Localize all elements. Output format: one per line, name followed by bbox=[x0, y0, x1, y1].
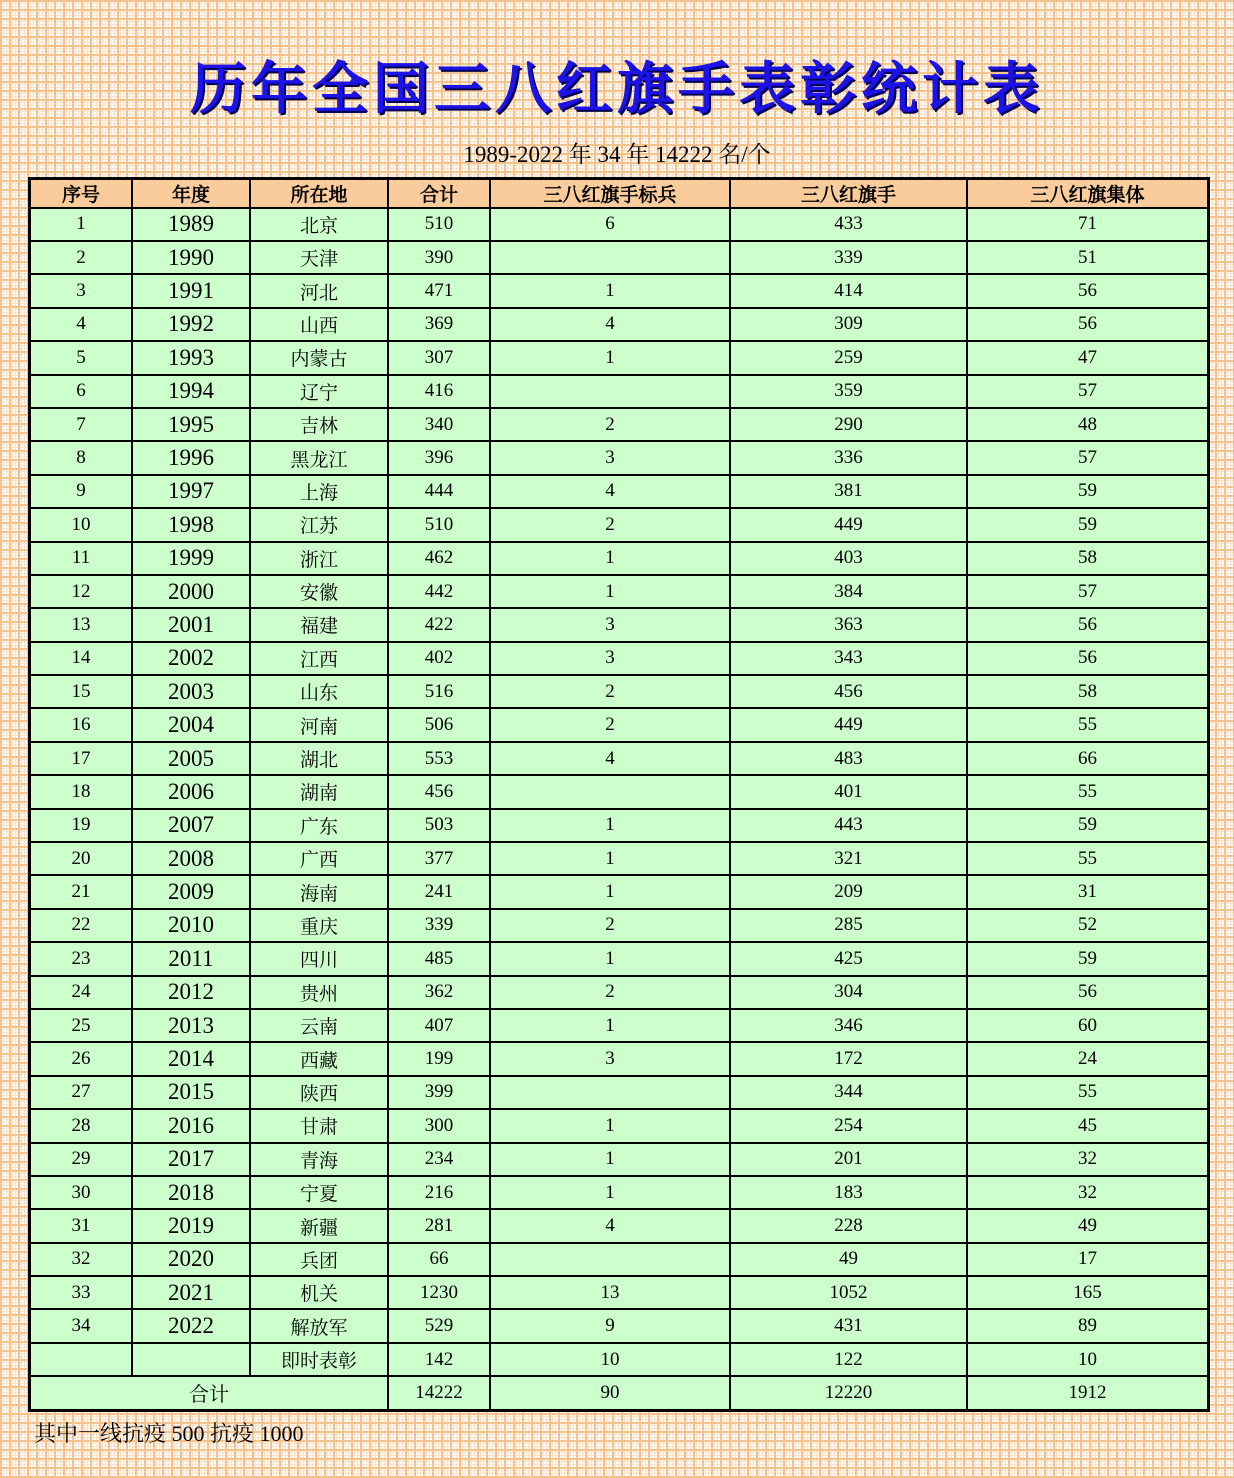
total-row bbox=[30, 1376, 1208, 1409]
cell: 1 bbox=[490, 942, 730, 975]
cell: 422 bbox=[388, 608, 490, 641]
cell: 59 bbox=[967, 942, 1208, 975]
cell: 2017 bbox=[132, 1143, 250, 1176]
cell: 2019 bbox=[132, 1209, 250, 1242]
table-row bbox=[30, 1343, 1208, 1376]
cell: 56 bbox=[967, 976, 1208, 1009]
cell: 340 bbox=[388, 408, 490, 441]
cell: 384 bbox=[730, 575, 967, 608]
cell: 1994 bbox=[132, 375, 250, 408]
cell: 山西 bbox=[250, 308, 388, 341]
cell: 483 bbox=[730, 742, 967, 775]
cell: 346 bbox=[730, 1009, 967, 1042]
cell: 506 bbox=[388, 708, 490, 741]
cell bbox=[490, 1243, 730, 1276]
cell: 56 bbox=[967, 642, 1208, 675]
cell: 31 bbox=[30, 1209, 132, 1242]
table-row bbox=[30, 274, 1208, 307]
cell: 339 bbox=[730, 241, 967, 274]
cell: 青海 bbox=[250, 1143, 388, 1176]
cell: 433 bbox=[730, 208, 967, 241]
cell: 407 bbox=[388, 1009, 490, 1042]
cell: 228 bbox=[730, 1209, 967, 1242]
cell: 1 bbox=[490, 575, 730, 608]
cell: 1 bbox=[490, 341, 730, 374]
cell: 22 bbox=[30, 909, 132, 942]
total-row-jiti: 1912 bbox=[967, 1376, 1208, 1409]
cell: 2013 bbox=[132, 1009, 250, 1042]
cell: 290 bbox=[730, 408, 967, 441]
table-row bbox=[30, 775, 1208, 808]
table-row bbox=[30, 1109, 1208, 1142]
table-header-row bbox=[30, 179, 1208, 208]
cell: 281 bbox=[388, 1209, 490, 1242]
table-row bbox=[30, 208, 1208, 241]
cell: 15 bbox=[30, 675, 132, 708]
cell: 24 bbox=[30, 976, 132, 1009]
cell: 3 bbox=[490, 441, 730, 474]
table-row bbox=[30, 1209, 1208, 1242]
cell: 6 bbox=[30, 375, 132, 408]
cell: 51 bbox=[967, 241, 1208, 274]
cell: 307 bbox=[388, 341, 490, 374]
column-header-1: 年度 bbox=[132, 179, 250, 208]
cell: 55 bbox=[967, 842, 1208, 875]
cell: 7 bbox=[30, 408, 132, 441]
page-title: 历年全国三八红旗手表彰统计表 bbox=[190, 59, 1044, 121]
total-row-hongqishou: 12220 bbox=[730, 1376, 967, 1409]
cell: 17 bbox=[967, 1243, 1208, 1276]
cell: 443 bbox=[730, 809, 967, 842]
cell: 59 bbox=[967, 809, 1208, 842]
cell bbox=[490, 775, 730, 808]
table-row bbox=[30, 1309, 1208, 1342]
cell: 456 bbox=[388, 775, 490, 808]
table-row bbox=[30, 542, 1208, 575]
table-row bbox=[30, 1076, 1208, 1109]
cell: 天津 bbox=[250, 241, 388, 274]
table-row bbox=[30, 575, 1208, 608]
cell: 2000 bbox=[132, 575, 250, 608]
cell: 19 bbox=[30, 809, 132, 842]
cell: 13 bbox=[30, 608, 132, 641]
table-row bbox=[30, 909, 1208, 942]
cell: 4 bbox=[490, 475, 730, 508]
cell: 2001 bbox=[132, 608, 250, 641]
cell: 48 bbox=[967, 408, 1208, 441]
cell: 12 bbox=[30, 575, 132, 608]
cell: 1 bbox=[490, 842, 730, 875]
cell: 1995 bbox=[132, 408, 250, 441]
cell: 1 bbox=[490, 1109, 730, 1142]
cell: 3 bbox=[490, 608, 730, 641]
cell: 399 bbox=[388, 1076, 490, 1109]
cell: 56 bbox=[967, 608, 1208, 641]
cell: 21 bbox=[30, 875, 132, 908]
cell: 广西 bbox=[250, 842, 388, 875]
cell: 1 bbox=[490, 809, 730, 842]
cell: 2015 bbox=[132, 1076, 250, 1109]
cell: 58 bbox=[967, 542, 1208, 575]
cell: 1993 bbox=[132, 341, 250, 374]
cell: 4 bbox=[490, 1209, 730, 1242]
cell: 1 bbox=[30, 208, 132, 241]
cell: 89 bbox=[967, 1309, 1208, 1342]
cell: 6 bbox=[490, 208, 730, 241]
cell: 402 bbox=[388, 642, 490, 675]
cell: 江苏 bbox=[250, 508, 388, 541]
cell: 503 bbox=[388, 809, 490, 842]
cell: 2012 bbox=[132, 976, 250, 1009]
cell: 362 bbox=[388, 976, 490, 1009]
cell: 30 bbox=[30, 1176, 132, 1209]
cell: 2011 bbox=[132, 942, 250, 975]
cell: 1 bbox=[490, 542, 730, 575]
cell: 17 bbox=[30, 742, 132, 775]
cell: 1998 bbox=[132, 508, 250, 541]
cell: 1990 bbox=[132, 241, 250, 274]
cell: 414 bbox=[730, 274, 967, 307]
cell: 江西 bbox=[250, 642, 388, 675]
cell: 309 bbox=[730, 308, 967, 341]
cell: 西藏 bbox=[250, 1042, 388, 1075]
cell: 32 bbox=[967, 1176, 1208, 1209]
table-row bbox=[30, 308, 1208, 341]
cell: 24 bbox=[967, 1042, 1208, 1075]
cell: 新疆 bbox=[250, 1209, 388, 1242]
cell: 377 bbox=[388, 842, 490, 875]
cell: 285 bbox=[730, 909, 967, 942]
cell: 2022 bbox=[132, 1309, 250, 1342]
cell: 60 bbox=[967, 1009, 1208, 1042]
cell: 29 bbox=[30, 1143, 132, 1176]
cell: 55 bbox=[967, 1076, 1208, 1109]
cell: 2018 bbox=[132, 1176, 250, 1209]
cell: 1 bbox=[490, 1143, 730, 1176]
cell: 32 bbox=[967, 1143, 1208, 1176]
cell: 259 bbox=[730, 341, 967, 374]
cell: 10 bbox=[490, 1343, 730, 1376]
cell: 26 bbox=[30, 1042, 132, 1075]
cell: 241 bbox=[388, 875, 490, 908]
cell: 13 bbox=[490, 1276, 730, 1309]
cell: 2 bbox=[490, 708, 730, 741]
cell: 199 bbox=[388, 1042, 490, 1075]
cell: 1992 bbox=[132, 308, 250, 341]
total-row-label: 合计 bbox=[30, 1376, 388, 1409]
cell: 四川 bbox=[250, 942, 388, 975]
cell: 401 bbox=[730, 775, 967, 808]
cell: 59 bbox=[967, 475, 1208, 508]
cell: 甘肃 bbox=[250, 1109, 388, 1142]
cell: 416 bbox=[388, 375, 490, 408]
column-header-0: 序号 bbox=[30, 179, 132, 208]
cell: 1 bbox=[490, 274, 730, 307]
cell: 27 bbox=[30, 1076, 132, 1109]
cell: 442 bbox=[388, 575, 490, 608]
table-row bbox=[30, 341, 1208, 374]
table-row bbox=[30, 441, 1208, 474]
cell: 344 bbox=[730, 1076, 967, 1109]
table-row bbox=[30, 708, 1208, 741]
column-header-4: 三八红旗手标兵 bbox=[490, 179, 730, 208]
cell: 湖南 bbox=[250, 775, 388, 808]
cell: 183 bbox=[730, 1176, 967, 1209]
cell: 10 bbox=[30, 508, 132, 541]
cell: 2 bbox=[490, 976, 730, 1009]
cell: 1996 bbox=[132, 441, 250, 474]
cell: 456 bbox=[730, 675, 967, 708]
cell: 510 bbox=[388, 508, 490, 541]
cell: 56 bbox=[967, 274, 1208, 307]
cell: 343 bbox=[730, 642, 967, 675]
table-row bbox=[30, 408, 1208, 441]
cell: 321 bbox=[730, 842, 967, 875]
cell: 2021 bbox=[132, 1276, 250, 1309]
cell bbox=[490, 1076, 730, 1109]
cell: 贵州 bbox=[250, 976, 388, 1009]
cell: 云南 bbox=[250, 1009, 388, 1042]
table-row bbox=[30, 375, 1208, 408]
cell: 369 bbox=[388, 308, 490, 341]
cell: 1052 bbox=[730, 1276, 967, 1309]
cell: 上海 bbox=[250, 475, 388, 508]
cell: 辽宁 bbox=[250, 375, 388, 408]
cell: 425 bbox=[730, 942, 967, 975]
cell: 2009 bbox=[132, 875, 250, 908]
cell: 33 bbox=[30, 1276, 132, 1309]
cell: 304 bbox=[730, 976, 967, 1009]
cell: 55 bbox=[967, 708, 1208, 741]
total-row-total: 14222 bbox=[388, 1376, 490, 1409]
cell: 28 bbox=[30, 1109, 132, 1142]
column-header-2: 所在地 bbox=[250, 179, 388, 208]
cell: 1989 bbox=[132, 208, 250, 241]
table-row bbox=[30, 942, 1208, 975]
cell: 57 bbox=[967, 375, 1208, 408]
cell: 359 bbox=[730, 375, 967, 408]
cell: 47 bbox=[967, 341, 1208, 374]
cell: 北京 bbox=[250, 208, 388, 241]
table-row bbox=[30, 241, 1208, 274]
cell: 58 bbox=[967, 675, 1208, 708]
cell: 2016 bbox=[132, 1109, 250, 1142]
cell: 390 bbox=[388, 241, 490, 274]
cell: 4 bbox=[490, 308, 730, 341]
cell: 2 bbox=[490, 508, 730, 541]
column-header-5: 三八红旗手 bbox=[730, 179, 967, 208]
cell: 529 bbox=[388, 1309, 490, 1342]
cell: 49 bbox=[967, 1209, 1208, 1242]
cell: 2007 bbox=[132, 809, 250, 842]
cell: 11 bbox=[30, 542, 132, 575]
cell: 431 bbox=[730, 1309, 967, 1342]
cell: 34 bbox=[30, 1309, 132, 1342]
table-row bbox=[30, 1176, 1208, 1209]
cell: 2006 bbox=[132, 775, 250, 808]
cell: 403 bbox=[730, 542, 967, 575]
table-row bbox=[30, 1143, 1208, 1176]
cell: 363 bbox=[730, 608, 967, 641]
column-header-3: 合计 bbox=[388, 179, 490, 208]
cell: 300 bbox=[388, 1109, 490, 1142]
cell: 31 bbox=[967, 875, 1208, 908]
table-row bbox=[30, 508, 1208, 541]
cell: 18 bbox=[30, 775, 132, 808]
cell: 20 bbox=[30, 842, 132, 875]
table-row bbox=[30, 742, 1208, 775]
cell: 浙江 bbox=[250, 542, 388, 575]
cell: 396 bbox=[388, 441, 490, 474]
cell: 9 bbox=[490, 1309, 730, 1342]
cell: 66 bbox=[967, 742, 1208, 775]
cell: 黑龙江 bbox=[250, 441, 388, 474]
cell: 2002 bbox=[132, 642, 250, 675]
cell: 3 bbox=[490, 1042, 730, 1075]
cell: 25 bbox=[30, 1009, 132, 1042]
cell: 4 bbox=[490, 742, 730, 775]
table-row bbox=[30, 675, 1208, 708]
cell: 9 bbox=[30, 475, 132, 508]
cell: 宁夏 bbox=[250, 1176, 388, 1209]
table-row bbox=[30, 842, 1208, 875]
table-row bbox=[30, 976, 1208, 1009]
cell: 即时表彰 bbox=[250, 1343, 388, 1376]
table-row bbox=[30, 475, 1208, 508]
total-row-biaobing: 90 bbox=[490, 1376, 730, 1409]
cell: 8 bbox=[30, 441, 132, 474]
cell: 1991 bbox=[132, 274, 250, 307]
cell: 2010 bbox=[132, 909, 250, 942]
cell: 381 bbox=[730, 475, 967, 508]
cell: 3 bbox=[30, 274, 132, 307]
cell: 1 bbox=[490, 1176, 730, 1209]
cell: 解放军 bbox=[250, 1309, 388, 1342]
cell: 55 bbox=[967, 775, 1208, 808]
cell: 485 bbox=[388, 942, 490, 975]
cell: 66 bbox=[388, 1243, 490, 1276]
cell: 45 bbox=[967, 1109, 1208, 1142]
cell: 2 bbox=[490, 909, 730, 942]
cell: 172 bbox=[730, 1042, 967, 1075]
cell: 449 bbox=[730, 508, 967, 541]
cell: 2008 bbox=[132, 842, 250, 875]
cell: 广东 bbox=[250, 809, 388, 842]
cell: 2020 bbox=[132, 1243, 250, 1276]
cell: 安徽 bbox=[250, 575, 388, 608]
cell: 254 bbox=[730, 1109, 967, 1142]
cell: 444 bbox=[388, 475, 490, 508]
cell: 重庆 bbox=[250, 909, 388, 942]
column-header-6: 三八红旗集体 bbox=[967, 179, 1208, 208]
cell: 3 bbox=[490, 642, 730, 675]
table-row bbox=[30, 642, 1208, 675]
cell: 吉林 bbox=[250, 408, 388, 441]
cell: 553 bbox=[388, 742, 490, 775]
cell: 56 bbox=[967, 308, 1208, 341]
cell: 57 bbox=[967, 441, 1208, 474]
cell: 2003 bbox=[132, 675, 250, 708]
cell: 2 bbox=[30, 241, 132, 274]
table-row bbox=[30, 1009, 1208, 1042]
cell: 2014 bbox=[132, 1042, 250, 1075]
cell: 1 bbox=[490, 1009, 730, 1042]
cell: 湖北 bbox=[250, 742, 388, 775]
cell: 河北 bbox=[250, 274, 388, 307]
cell: 23 bbox=[30, 942, 132, 975]
cell: 2005 bbox=[132, 742, 250, 775]
cell: 234 bbox=[388, 1143, 490, 1176]
cell: 32 bbox=[30, 1243, 132, 1276]
cell: 471 bbox=[388, 274, 490, 307]
table-row bbox=[30, 608, 1208, 641]
cell: 462 bbox=[388, 542, 490, 575]
cell bbox=[30, 1343, 132, 1376]
cell: 4 bbox=[30, 308, 132, 341]
cell: 10 bbox=[967, 1343, 1208, 1376]
cell: 14 bbox=[30, 642, 132, 675]
cell: 201 bbox=[730, 1143, 967, 1176]
cell: 2004 bbox=[132, 708, 250, 741]
cell: 57 bbox=[967, 575, 1208, 608]
cell: 兵团 bbox=[250, 1243, 388, 1276]
cell: 2 bbox=[490, 408, 730, 441]
cell: 陕西 bbox=[250, 1076, 388, 1109]
cell: 71 bbox=[967, 208, 1208, 241]
cell: 49 bbox=[730, 1243, 967, 1276]
cell: 1999 bbox=[132, 542, 250, 575]
cell: 122 bbox=[730, 1343, 967, 1376]
table-row bbox=[30, 1243, 1208, 1276]
cell: 5 bbox=[30, 341, 132, 374]
cell: 福建 bbox=[250, 608, 388, 641]
cell bbox=[490, 375, 730, 408]
table-row bbox=[30, 1042, 1208, 1075]
subtitle: 1989-2022 年 34 年 14222 名/个 bbox=[463, 141, 771, 167]
cell: 河南 bbox=[250, 708, 388, 741]
stats-table bbox=[28, 177, 1210, 1412]
cell: 165 bbox=[967, 1276, 1208, 1309]
cell: 516 bbox=[388, 675, 490, 708]
cell: 449 bbox=[730, 708, 967, 741]
table-row bbox=[30, 1276, 1208, 1309]
cell: 1230 bbox=[388, 1276, 490, 1309]
footnote: 其中一线抗疫 500 抗疫 1000 bbox=[34, 1420, 304, 1446]
cell bbox=[132, 1343, 250, 1376]
cell: 内蒙古 bbox=[250, 341, 388, 374]
cell: 209 bbox=[730, 875, 967, 908]
cell: 216 bbox=[388, 1176, 490, 1209]
cell bbox=[490, 241, 730, 274]
cell: 1 bbox=[490, 875, 730, 908]
cell: 2 bbox=[490, 675, 730, 708]
table-row bbox=[30, 809, 1208, 842]
cell: 336 bbox=[730, 441, 967, 474]
table-row bbox=[30, 875, 1208, 908]
cell: 16 bbox=[30, 708, 132, 741]
cell: 142 bbox=[388, 1343, 490, 1376]
cell: 1997 bbox=[132, 475, 250, 508]
cell: 海南 bbox=[250, 875, 388, 908]
cell: 339 bbox=[388, 909, 490, 942]
cell: 59 bbox=[967, 508, 1208, 541]
cell: 510 bbox=[388, 208, 490, 241]
cell: 山东 bbox=[250, 675, 388, 708]
cell: 52 bbox=[967, 909, 1208, 942]
cell: 机关 bbox=[250, 1276, 388, 1309]
